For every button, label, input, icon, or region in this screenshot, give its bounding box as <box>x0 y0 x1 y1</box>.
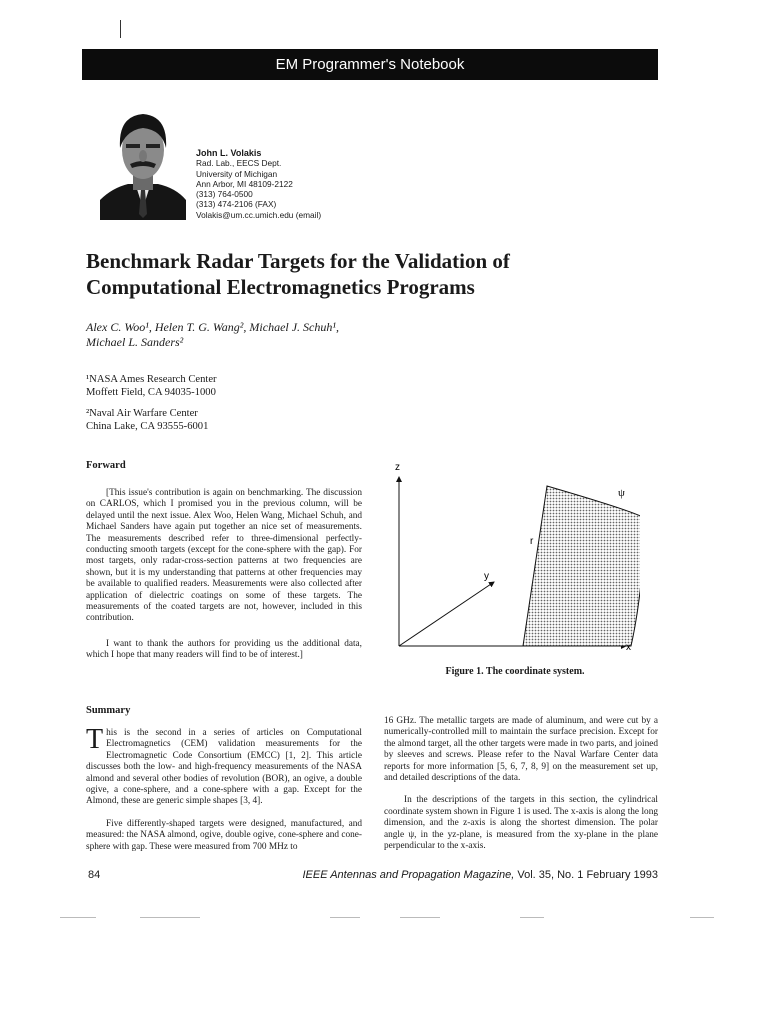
scan-artifact <box>690 917 714 918</box>
contact-line: Rad. Lab., EECS Dept. <box>196 158 282 169</box>
summary-paragraph <box>86 724 362 808</box>
summary-heading: Summary <box>86 705 131 716</box>
contact-block <box>196 148 321 220</box>
body-paragraph: 16 GHz. The metallic targets are made of aluminum, and were cut by a numerically-controlled mill to maintain the surface precision. Except for the almond target, all the other targets were made in two parts, and joined by sleeves and screws. Please refer to the Naval Warfare Center data reports for more information [5, 6, 7, 8, 9] on the measurement set up, and detailed descriptions of the data. <box>384 716 658 784</box>
shaded-sector <box>523 486 640 646</box>
summary-text: his is the second in a series of articles on Computational Electromagnetics (CEM) validation measurements for the Electromagnetic Code Consortium (EMCC) [1, 2]. This article discusses both the low- and high-frequency measurements of the NASA almond and several other bodies of revolution (BOR), an ogive, a double ogive, a cone-sphere, and a cone-sphere with a gap. Except for the Almond, these are generic simple shapes [3, 4]. <box>86 728 362 807</box>
contact-line: University of Michigan <box>196 168 278 179</box>
journal-name: IEEE Antennas and Propagation Magazine, <box>302 869 515 881</box>
page-number: 84 <box>88 869 101 881</box>
author-line: Alex C. Woo¹, Helen T. G. Wang², Michael J. Schuh¹, <box>86 320 339 334</box>
contact-name: John L. Volakis <box>196 148 262 158</box>
body-paragraph: In the descriptions of the targets in this section, the cylindrical coordinate system shown in Figure 1 is used. The x-axis is along the long dimension, and the z-axis is along the shortest dimension. The polar angle ψ, in the yz-plane, is measured from the xy-plane in the plane perpendicular to the x-axis. <box>384 795 658 852</box>
scan-artifact <box>520 917 544 918</box>
figure-caption: Figure 1. The coordinate system. <box>445 666 585 677</box>
drop-cap: T <box>86 724 104 755</box>
scan-artifact <box>60 917 96 918</box>
affiliation-line: China Lake, CA 93555-6001 <box>86 420 209 432</box>
z-label: z <box>395 462 400 473</box>
psi-label: ψ <box>618 487 625 499</box>
column-banner: EM Programmer's Notebook <box>82 49 658 80</box>
title-line: Benchmark Radar Targets for the Validation of <box>86 249 510 273</box>
affiliation-line: ¹NASA Ames Research Center <box>86 374 217 385</box>
forward-paragraph: I want to thank the authors for providing us the additional data, which I hope that many readers will find to be of interest.] <box>86 638 362 661</box>
affiliation-nasa <box>86 374 217 399</box>
y-label: y <box>484 571 489 582</box>
scan-mark <box>120 20 121 38</box>
x-label: x <box>626 642 631 653</box>
coordinate-system-figure <box>390 458 640 663</box>
scan-artifact <box>140 917 200 918</box>
summary-paragraph: Five differently-shaped targets were designed, manufactured, and measured: the NASA almond, ogive, double ogive, cone-sphere and cone-sphere with gap. These were measured from 700 MHz to <box>86 818 362 852</box>
y-axis <box>399 582 494 646</box>
right-column-body <box>384 716 658 852</box>
scan-artifact <box>330 917 360 918</box>
affiliation-navy <box>86 408 208 433</box>
summary-body <box>86 724 362 853</box>
affiliation-line: Moffett Field, CA 94035-1000 <box>86 386 216 398</box>
forward-heading: Forward <box>86 460 126 471</box>
journal-issue: Vol. 35, No. 1 February 1993 <box>514 869 658 881</box>
affiliation-line: ²Naval Air Warfare Center <box>86 408 198 419</box>
contact-line: (313) 764-0500 <box>196 189 253 200</box>
scan-artifact <box>400 917 440 918</box>
author-line: Michael L. Sanders² <box>86 335 184 349</box>
contact-email: Volakis@um.cc.umich.edu (email) <box>196 209 322 220</box>
contact-line: (313) 474-2106 (FAX) <box>196 199 277 210</box>
forward-body <box>86 488 362 662</box>
forward-paragraph: [This issue's contribution is again on benchmarking. The discussion on CARLOS, which I promised you in the previous column, will be delayed until the next issue. Alex Woo, Helen Wang, Michael Schuh, and Michael Sanders have again put together an nice set of measurements. The measurements described refer to three-dimensional perfectly-conducting smooth targets (except for the cone-sphere with the gap). For most targets, only radar-cross-section patterns at two frequencies are shown, but it is my understanding that patterns at other frequencies may be available to qualified readers. Measurements were also collected after application of dielectric coatings on some of these targets. The measurements of the coated targets are not, however, included in this contribution. <box>86 488 362 624</box>
title-line: Computational Electromagnetics Programs <box>86 275 475 299</box>
contact-line: Ann Arbor, MI 48109-2122 <box>196 178 293 189</box>
author-photo <box>100 104 186 220</box>
article-title <box>86 248 666 300</box>
journal-citation <box>300 869 658 881</box>
author-list <box>86 320 646 350</box>
r-label: r <box>530 536 534 547</box>
